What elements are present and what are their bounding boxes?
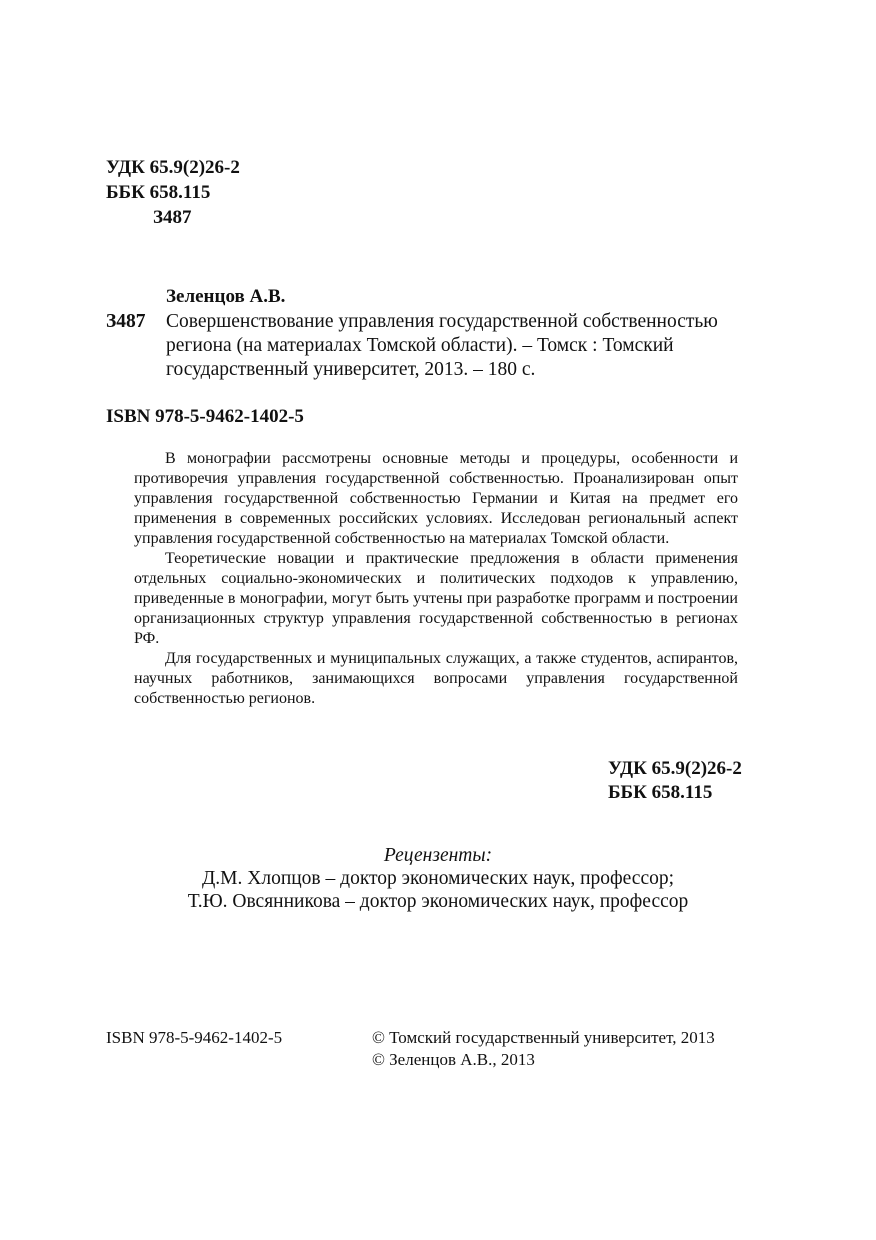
bib-title-line-3: государственный университет, 2013. – 180 с. (166, 359, 536, 380)
abstract-paragraph: Теоретические новации и практические предложения в области применения отдельных социально-экономических и политических подходов к управлению, приведенные в монографии, могут быть учтены при разработке программ и построении организационных структур управления государственной собственностью в регионах РФ. (134, 550, 738, 647)
udk-code: УДК 65.9(2)26-2 (106, 157, 240, 178)
copyright-line: © Зеленцов А.В., 2013 (372, 1050, 535, 1069)
copyright-line: © Томский государственный университет, 2013 (372, 1028, 715, 1047)
bib-title-line-1: Совершенствование управления государственной собственностью (166, 311, 718, 332)
bib-title-line-2: региона (на материалах Томской области). – Томск : Томский (166, 335, 674, 356)
bbk-code-repeat: ББК 658.115 (608, 782, 713, 803)
abstract (134, 449, 738, 709)
reviewers-heading: Рецензенты: (383, 845, 493, 866)
author-mark: З487 (153, 207, 192, 228)
udk-code-repeat: УДК 65.9(2)26-2 (608, 758, 742, 779)
isbn-bold: ISBN 978-5-9462-1402-5 (106, 406, 304, 427)
bib-author: Зеленцов А.В. (166, 286, 286, 307)
bbk-code: ББК 658.115 (106, 182, 211, 203)
footer-isbn: ISBN 978-5-9462-1402-5 (106, 1028, 283, 1047)
abstract-paragraph: Для государственных и муниципальных служащих, а также студентов, аспирантов, научных работников, занимающихся вопросами управления государственной собственностью регионов. (134, 650, 738, 707)
bib-mark: З487 (106, 311, 146, 332)
abstract-paragraph: В монографии рассмотрены основные методы и процедуры, особенности и противоречия управления государственной собственностью. Проанализирован опыт управления государственной собственностью Германии и Китая на предмет его применения в современных российских условиях. Исследован региональный аспект управления государственной собственностью на материалах Томской области. (134, 450, 738, 547)
reviewer-item: Д.М. Хлопцов – доктор экономических наук, профессор; (201, 868, 675, 889)
reviewer-item: Т.Ю. Овсянникова – доктор экономических наук, профессор (187, 891, 689, 912)
